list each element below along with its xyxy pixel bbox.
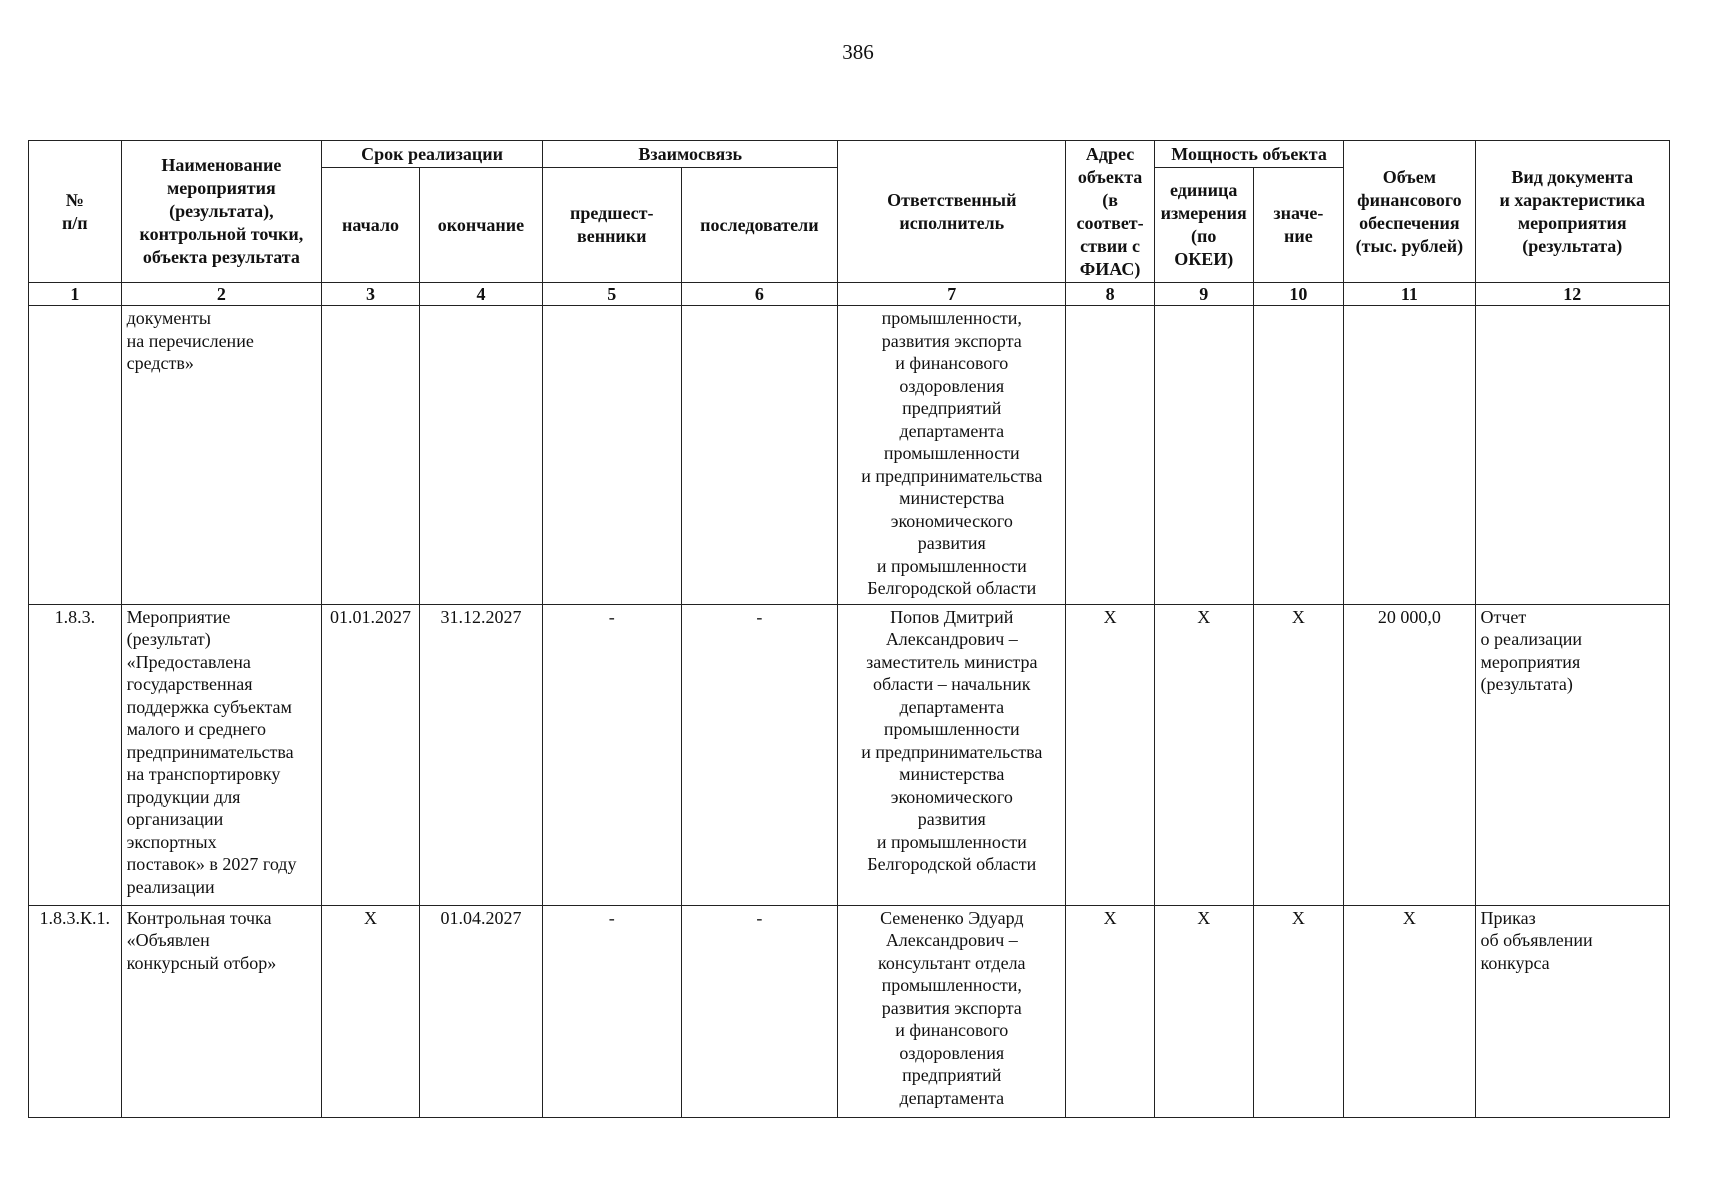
col-header-name: Наименование мероприятия (результата), контрольной точки, объекта результата	[121, 141, 322, 283]
cell-doc	[1475, 306, 1669, 605]
column-number: 12	[1475, 283, 1669, 306]
cell-name: документы на перечисление средств»	[121, 306, 322, 605]
col-header-executor: Ответственный исполнитель	[838, 141, 1066, 283]
cell-end: 31.12.2027	[419, 604, 542, 905]
cell-num	[29, 306, 122, 605]
col-header-address: Адрес объекта (в соответ- ствии с ФИАС)	[1066, 141, 1155, 283]
column-number: 10	[1253, 283, 1344, 306]
col-header-value: значе- ние	[1253, 168, 1344, 283]
cell-num: 1.8.3.	[29, 604, 122, 905]
cell-doc: Отчет о реализации мероприятия (результата)	[1475, 604, 1669, 905]
page-number: 386	[842, 40, 874, 64]
cell-successors: -	[681, 604, 838, 905]
column-number: 6	[681, 283, 838, 306]
cell-start: X	[322, 905, 420, 1117]
col-header-capacity: Мощность объекта	[1154, 141, 1343, 168]
cell-value: X	[1253, 905, 1344, 1117]
col-header-unit: единица измерения (по ОКЕИ)	[1154, 168, 1253, 283]
col-header-doc: Вид документа и характеристика мероприятия (результата)	[1475, 141, 1669, 283]
cell-address: X	[1066, 604, 1155, 905]
col-header-start: начало	[322, 168, 420, 283]
cell-executor: промышленности, развития экспорта и финансового оздоровления предприятий департамента промышленности и предпринимательства министерства экономического развития и промышленности Белгородской области	[838, 306, 1066, 605]
activities-table	[28, 140, 1670, 1118]
column-number: 9	[1154, 283, 1253, 306]
cell-successors	[681, 306, 838, 605]
col-header-num: № п/п	[29, 141, 122, 283]
cell-unit: X	[1154, 905, 1253, 1117]
col-header-predecessors: предшест- венники	[543, 168, 681, 283]
column-number: 5	[543, 283, 681, 306]
col-header-successors: последователи	[681, 168, 838, 283]
cell-executor: Семененко Эдуард Александрович – консультант отдела промышленности, развития экспорта и финансового оздоровления предприятий департамента	[838, 905, 1066, 1117]
table-row	[29, 306, 1670, 605]
column-number: 2	[121, 283, 322, 306]
col-header-end: окончание	[419, 168, 542, 283]
cell-finance	[1344, 306, 1475, 605]
column-number-row	[29, 283, 1670, 306]
cell-value	[1253, 306, 1344, 605]
cell-end	[419, 306, 542, 605]
cell-num: 1.8.3.К.1.	[29, 905, 122, 1117]
column-number: 4	[419, 283, 542, 306]
cell-value: X	[1253, 604, 1344, 905]
cell-predecessors	[543, 306, 681, 605]
column-number: 3	[322, 283, 420, 306]
cell-start: 01.01.2027	[322, 604, 420, 905]
cell-executor: Попов Дмитрий Александрович – заместитель министра области – начальник департамента промышленности и предпринимательства министерства экономического развития и промышленности Белгородской области	[838, 604, 1066, 905]
cell-unit	[1154, 306, 1253, 605]
cell-address: X	[1066, 905, 1155, 1117]
cell-predecessors: -	[543, 905, 681, 1117]
cell-address	[1066, 306, 1155, 605]
cell-start	[322, 306, 420, 605]
cell-doc: Приказ об объявлении конкурса	[1475, 905, 1669, 1117]
column-number: 7	[838, 283, 1066, 306]
table-row	[29, 604, 1670, 905]
cell-name: Мероприятие (результат) «Предоставлена государственная поддержка субъектам малого и среднего предпринимательства на транспортировку продукции для организации экспортных поставок» в 2027 году реализации	[121, 604, 322, 905]
cell-end: 01.04.2027	[419, 905, 542, 1117]
col-header-finance: Объем финансового обеспечения (тыс. рублей)	[1344, 141, 1475, 283]
cell-name: Контрольная точка «Объявлен конкурсный отбор»	[121, 905, 322, 1117]
column-number: 8	[1066, 283, 1155, 306]
cell-unit: X	[1154, 604, 1253, 905]
table-row	[29, 905, 1670, 1117]
column-number: 11	[1344, 283, 1475, 306]
col-header-relation: Взаимосвязь	[543, 141, 838, 168]
column-number: 1	[29, 283, 122, 306]
col-header-term: Срок реализации	[322, 141, 543, 168]
cell-predecessors: -	[543, 604, 681, 905]
cell-finance: X	[1344, 905, 1475, 1117]
header-row-top	[29, 141, 1670, 168]
cell-finance: 20 000,0	[1344, 604, 1475, 905]
cell-successors: -	[681, 905, 838, 1117]
